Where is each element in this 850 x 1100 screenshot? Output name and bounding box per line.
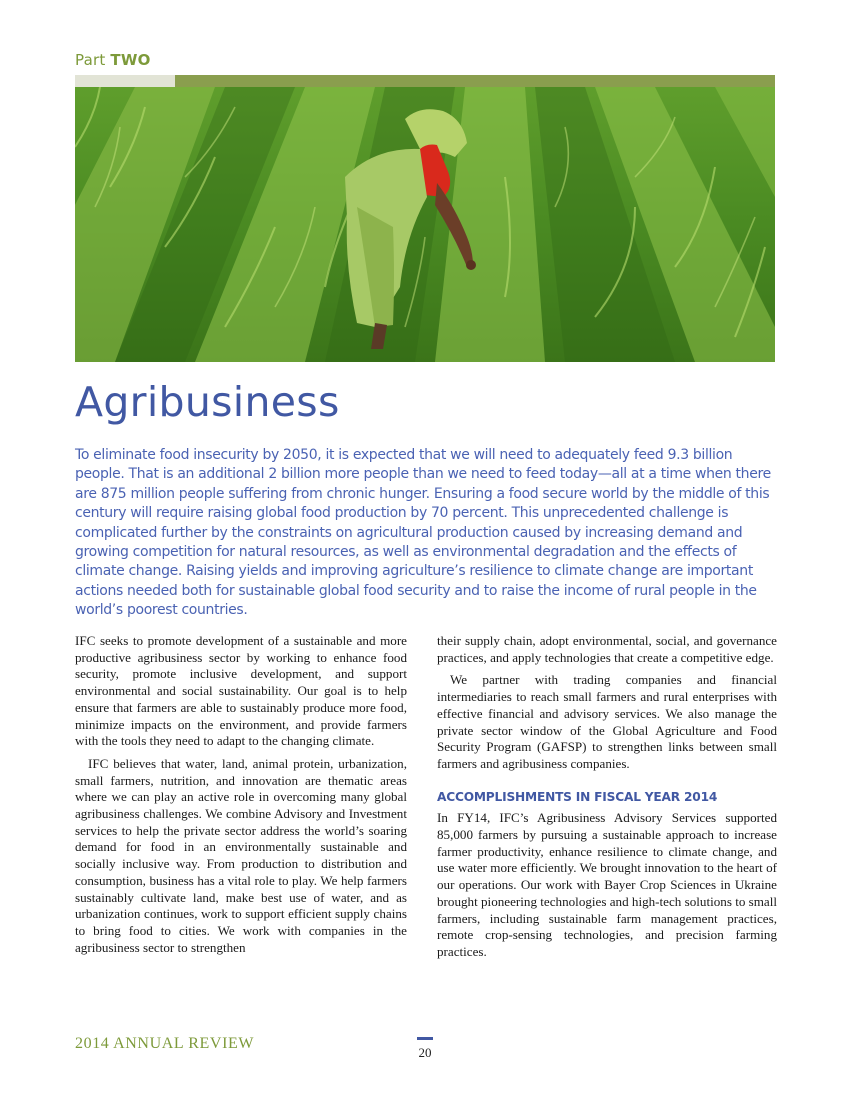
part-prefix: Part — [75, 51, 106, 69]
page-number-marker — [417, 1037, 433, 1040]
right-column — [437, 633, 777, 961]
agriculture-photo — [75, 87, 775, 362]
footer-report-title: 2014 ANNUAL REVIEW — [75, 1035, 255, 1052]
body-paragraph: IFC believes that water, land, animal protein, urbanization, small farmers, nutrition, and innovation are thematic areas where we can play an active role in overcoming many global agribusiness challenges. We combine Advisory and Investment services to help the private sector address the world’s soaring demand for food in an environmentally sustainable and socially inclusive way. From production to distribution and consumption, business has a vital role to play. We help farmers sustainably cultivate land, make best use of water, and as urbanization continues, work to support efficient supply chains to bring food to cities. We work with companies in the agribusiness sector to strengthen — [75, 755, 407, 955]
intro-paragraph: To eliminate food insecurity by 2050, it is expected that we will need to adequately feed 9.3 billion people. That is an additional 2 billion more people than we need to feed today—all at a time when there are 875 million people suffering from chronic hunger. Ensuring a food secure world by the middle of this century will require raising global food production by 70 percent. This unprecedented challenge is complicated further by the constraints on agricultural production caused by increasing demand and growing competition for natural resources, as well as environmental degradation and the effects of climate change. Raising yields and improving agriculture’s resilience to climate change are important actions needed both for sustainable global food security and to raise the income of rural people in the world’s poorest countries. — [75, 447, 771, 619]
accomplishments-paragraph: In FY14, IFC’s Agribusiness Advisory Services supported 85,000 farmers by pursuing a sustainable approach to increase farmer productivity, enhance resilience to climate change, and use water more efficiently. We brought innovation to the heart of our operations. Our work with Bayer Crop Sciences in Ukraine brought pioneering technologies and high-tech solutions to small farmers, including sustainable farm management practices, remote crop-sensing technologies, and precision farming practices. — [437, 810, 778, 959]
page-number: 20 — [418, 1045, 432, 1060]
part-number: TWO — [110, 51, 151, 69]
accomplishments-heading: ACCOMPLISHMENTS IN FISCAL YEAR 2014 — [437, 789, 718, 804]
left-column — [75, 633, 407, 956]
body-paragraph: We partner with trading companies and financial intermediaries to reach small farmers and rural enterprises with effective financial and advisory services. We also manage the private sector window of the Global Agriculture and Food Security Program (GAFSP) to strengthen links between small farmers and agribusiness companies. — [437, 672, 777, 771]
body-paragraph: their supply chain, adopt environmental, social, and governance practices, and apply technologies that create a competitive edge. — [437, 633, 777, 665]
body-paragraph: IFC seeks to promote development of a sustainable and more productive agribusiness sector by working to enhance food security, promote inclusive development, and support environmental and social sustainability. Our goal is to help ensure that farmers are able to sustainably produce more food, minimize impacts on the environment, and provide farmers with the tools they need to adapt to the changing climate. — [75, 633, 407, 749]
part-label — [75, 51, 151, 69]
header-band-light — [75, 75, 175, 87]
header-band-dark — [175, 75, 775, 87]
page-title: Agribusiness — [75, 378, 340, 426]
